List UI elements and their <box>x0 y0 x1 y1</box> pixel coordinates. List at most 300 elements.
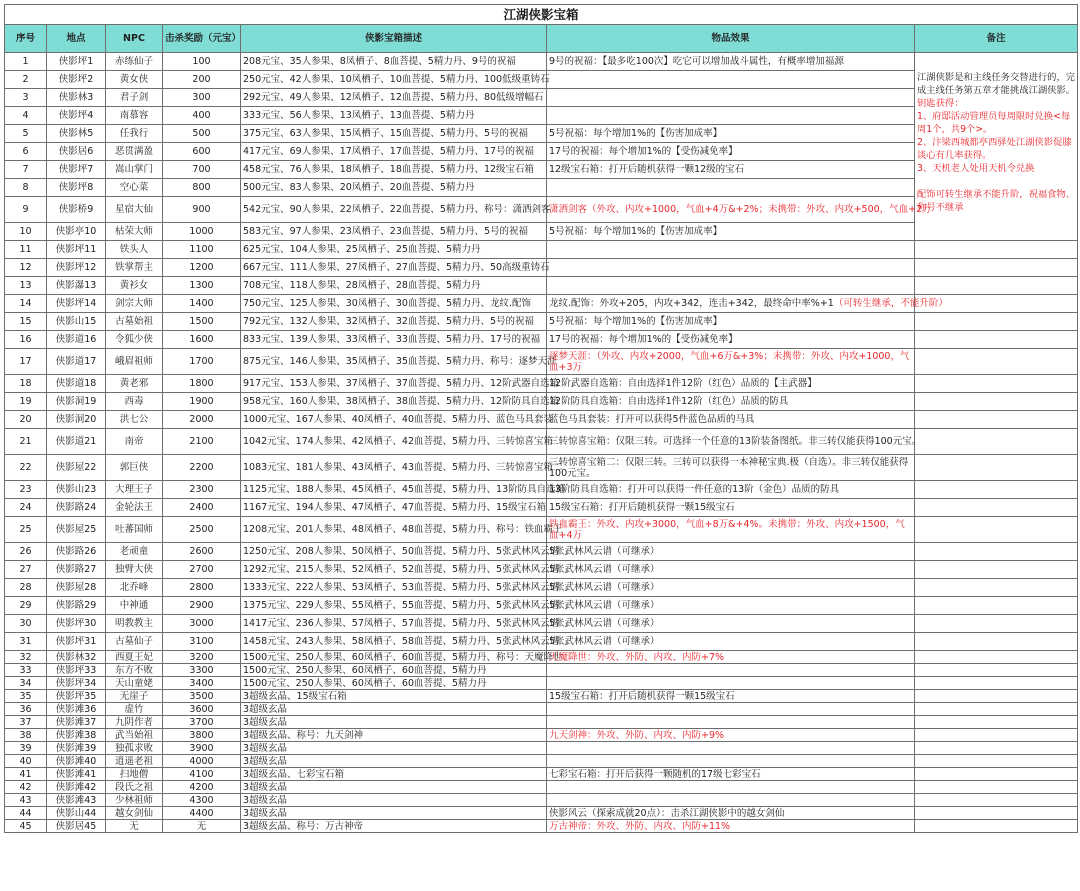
cell-index[interactable]: 3 <box>5 89 47 107</box>
cell-reward[interactable]: 200 <box>163 71 241 89</box>
cell-remark[interactable] <box>915 781 1078 794</box>
cell-effect[interactable] <box>547 259 915 277</box>
cell-effect[interactable] <box>547 807 915 820</box>
cell-reward[interactable]: 1000 <box>163 223 241 241</box>
cell-reward[interactable]: 300 <box>163 89 241 107</box>
cell-reward[interactable]: 500 <box>163 125 241 143</box>
cell-effect[interactable] <box>547 768 915 781</box>
cell-location[interactable]: 侠影屋22 <box>47 455 106 481</box>
cell-location[interactable]: 侠影路24 <box>47 499 106 517</box>
cell-remark[interactable] <box>915 677 1078 690</box>
cell-remark[interactable] <box>915 742 1078 755</box>
cell-remark[interactable] <box>915 411 1078 429</box>
cell-location[interactable]: 侠影坪8 <box>47 179 106 197</box>
cell-index[interactable]: 23 <box>5 481 47 499</box>
cell-npc[interactable]: 虚竹 <box>106 703 163 716</box>
cell-effect[interactable] <box>547 223 915 241</box>
cell-remark[interactable] <box>915 651 1078 664</box>
cell-remark[interactable] <box>915 820 1078 833</box>
cell-npc[interactable]: 君子剑 <box>106 89 163 107</box>
cell-index[interactable]: 30 <box>5 615 47 633</box>
cell-npc[interactable]: 北乔峰 <box>106 579 163 597</box>
cell-effect[interactable] <box>547 481 915 499</box>
cell-location[interactable]: 侠影道18 <box>47 375 106 393</box>
cell-location[interactable]: 侠影瀑13 <box>47 277 106 295</box>
cell-description[interactable]: 875元宝、146人参果、35凤栖子、35血菩提、5精力丹、称号：逐梦天涯 <box>241 349 547 375</box>
cell-location[interactable]: 侠影路26 <box>47 543 106 561</box>
cell-npc[interactable]: 古墓仙子 <box>106 633 163 651</box>
cell-description[interactable]: 3超级玄晶 <box>241 703 547 716</box>
cell-npc[interactable]: 任我行 <box>106 125 163 143</box>
cell-reward[interactable]: 3800 <box>163 729 241 742</box>
cell-location[interactable]: 侠影山44 <box>47 807 106 820</box>
cell-npc[interactable]: 明教教主 <box>106 615 163 633</box>
cell-reward[interactable]: 1400 <box>163 295 241 313</box>
cell-reward[interactable]: 700 <box>163 161 241 179</box>
cell-index[interactable]: 17 <box>5 349 47 375</box>
cell-description[interactable]: 3超级玄晶、称号：万古神帝 <box>241 820 547 833</box>
cell-index[interactable]: 13 <box>5 277 47 295</box>
cell-description[interactable]: 3超级玄晶、15级宝石箱 <box>241 690 547 703</box>
cell-location[interactable]: 侠影滩41 <box>47 768 106 781</box>
cell-effect[interactable] <box>547 690 915 703</box>
cell-remark[interactable] <box>915 768 1078 781</box>
cell-remark[interactable] <box>915 664 1078 677</box>
cell-reward[interactable]: 3300 <box>163 664 241 677</box>
cell-description[interactable]: 458元宝、76人参果、18凤栖子、18血菩提、5精力丹、12级宝石箱 <box>241 161 547 179</box>
cell-location[interactable]: 侠影坪11 <box>47 241 106 259</box>
cell-effect[interactable] <box>547 53 915 71</box>
cell-location[interactable]: 侠影滩39 <box>47 742 106 755</box>
cell-remark[interactable] <box>915 794 1078 807</box>
cell-reward[interactable]: 400 <box>163 107 241 125</box>
cell-reward[interactable]: 1100 <box>163 241 241 259</box>
cell-effect[interactable] <box>547 143 915 161</box>
cell-description[interactable]: 417元宝、69人参果、17凤栖子、17血菩提、5精力丹、17号的祝福 <box>241 143 547 161</box>
cell-reward[interactable]: 3500 <box>163 690 241 703</box>
cell-description[interactable]: 625元宝、104人参果、25凤栖子、25血菩提、5精力丹 <box>241 241 547 259</box>
cell-location[interactable]: 侠影坪2 <box>47 71 106 89</box>
cell-description[interactable]: 3超级玄晶 <box>241 755 547 768</box>
cell-index[interactable]: 9 <box>5 197 47 223</box>
cell-location[interactable]: 侠影坪33 <box>47 664 106 677</box>
cell-remark[interactable] <box>915 579 1078 597</box>
cell-description[interactable]: 1208元宝、201人参果、48凤栖子、48血菩提、5精力丹、称号：铁血霸王 <box>241 517 547 543</box>
cell-reward[interactable]: 2900 <box>163 597 241 615</box>
cell-effect[interactable] <box>547 729 915 742</box>
cell-index[interactable]: 25 <box>5 517 47 543</box>
cell-location[interactable]: 侠影洞19 <box>47 393 106 411</box>
cell-reward[interactable]: 4100 <box>163 768 241 781</box>
cell-location[interactable]: 侠影坪12 <box>47 259 106 277</box>
cell-reward[interactable]: 2600 <box>163 543 241 561</box>
cell-location[interactable]: 侠影亭10 <box>47 223 106 241</box>
cell-index[interactable]: 19 <box>5 393 47 411</box>
cell-effect[interactable] <box>547 499 915 517</box>
cell-index[interactable]: 11 <box>5 241 47 259</box>
cell-npc[interactable]: 南慕容 <box>106 107 163 125</box>
cell-location[interactable]: 侠影滩36 <box>47 703 106 716</box>
cell-index[interactable]: 39 <box>5 742 47 755</box>
cell-npc[interactable]: 九阴作者 <box>106 716 163 729</box>
cell-location[interactable]: 侠影坪30 <box>47 615 106 633</box>
cell-index[interactable]: 22 <box>5 455 47 481</box>
cell-effect[interactable] <box>547 579 915 597</box>
cell-effect[interactable] <box>547 742 915 755</box>
cell-npc[interactable]: 空心菜 <box>106 179 163 197</box>
cell-description[interactable]: 1375元宝、229人参果、55凤栖子、55血菩提、5精力丹、5张武林风云谱 <box>241 597 547 615</box>
cell-npc[interactable]: 洪七公 <box>106 411 163 429</box>
cell-effect[interactable] <box>547 179 915 197</box>
cell-npc[interactable]: 老顽童 <box>106 543 163 561</box>
cell-index[interactable]: 4 <box>5 107 47 125</box>
cell-location[interactable]: 侠影林5 <box>47 125 106 143</box>
cell-location[interactable]: 侠影道21 <box>47 429 106 455</box>
cell-effect[interactable] <box>547 716 915 729</box>
cell-reward[interactable]: 3600 <box>163 703 241 716</box>
cell-description[interactable]: 1042元宝、174人参果、42凤栖子、42血菩提、5精力丹、三转惊喜宝箱 <box>241 429 547 455</box>
cell-description[interactable]: 1458元宝、243人参果、58凤栖子、58血菩提、5精力丹、5张武林风云谱 <box>241 633 547 651</box>
cell-description[interactable]: 500元宝、83人参果、20凤栖子、20血菩提、5精力丹 <box>241 179 547 197</box>
cell-location[interactable]: 侠影路27 <box>47 561 106 579</box>
cell-npc[interactable]: 金轮法王 <box>106 499 163 517</box>
cell-reward[interactable]: 无 <box>163 820 241 833</box>
cell-location[interactable]: 侠影桥9 <box>47 197 106 223</box>
cell-npc[interactable]: 段氏之祖 <box>106 781 163 794</box>
cell-location[interactable]: 侠影滩43 <box>47 794 106 807</box>
cell-index[interactable]: 28 <box>5 579 47 597</box>
cell-index[interactable]: 7 <box>5 161 47 179</box>
cell-description[interactable]: 3超级玄晶 <box>241 742 547 755</box>
cell-description[interactable]: 833元宝、139人参果、33凤栖子、33血菩提、5精力丹、17号的祝福 <box>241 331 547 349</box>
cell-index[interactable]: 10 <box>5 223 47 241</box>
cell-location[interactable]: 侠影滩40 <box>47 755 106 768</box>
cell-index[interactable]: 6 <box>5 143 47 161</box>
cell-index[interactable]: 34 <box>5 677 47 690</box>
cell-effect[interactable] <box>547 755 915 768</box>
cell-effect[interactable] <box>547 161 915 179</box>
cell-reward[interactable]: 3100 <box>163 633 241 651</box>
cell-effect[interactable] <box>547 277 915 295</box>
cell-index[interactable]: 18 <box>5 375 47 393</box>
cell-npc[interactable]: 大理王子 <box>106 481 163 499</box>
cell-npc[interactable]: 令狐少侠 <box>106 331 163 349</box>
cell-index[interactable]: 38 <box>5 729 47 742</box>
remark-cell[interactable] <box>915 53 1078 241</box>
cell-reward[interactable]: 1600 <box>163 331 241 349</box>
cell-remark[interactable] <box>915 313 1078 331</box>
cell-description[interactable]: 792元宝、132人参果、32凤栖子、32血菩提、5精力丹、5号的祝福 <box>241 313 547 331</box>
cell-description[interactable]: 1500元宝、250人参果、60凤栖子、60血菩提、5精力丹、称号：天魔降世 <box>241 651 547 664</box>
cell-index[interactable]: 45 <box>5 820 47 833</box>
cell-description[interactable]: 1500元宝、250人参果、60凤栖子、60血菩提、5精力丹 <box>241 664 547 677</box>
cell-reward[interactable]: 2100 <box>163 429 241 455</box>
cell-reward[interactable]: 4400 <box>163 807 241 820</box>
cell-reward[interactable]: 2300 <box>163 481 241 499</box>
cell-location[interactable]: 侠影路29 <box>47 597 106 615</box>
cell-index[interactable]: 24 <box>5 499 47 517</box>
cell-location[interactable]: 侠影坪14 <box>47 295 106 313</box>
cell-remark[interactable] <box>915 690 1078 703</box>
cell-remark[interactable] <box>915 259 1078 277</box>
cell-effect[interactable] <box>547 125 915 143</box>
cell-description[interactable]: 3超级玄晶 <box>241 807 547 820</box>
cell-reward[interactable]: 900 <box>163 197 241 223</box>
cell-npc[interactable]: 枯荣大师 <box>106 223 163 241</box>
cell-effect[interactable] <box>547 561 915 579</box>
cell-index[interactable]: 14 <box>5 295 47 313</box>
cell-reward[interactable]: 2500 <box>163 517 241 543</box>
cell-description[interactable]: 1083元宝、181人参果、43凤栖子、43血菩提、5精力丹、三转惊喜宝箱二 <box>241 455 547 481</box>
cell-description[interactable]: 3超级玄晶 <box>241 716 547 729</box>
cell-effect[interactable] <box>547 241 915 259</box>
cell-npc[interactable]: 东方不败 <box>106 664 163 677</box>
cell-location[interactable]: 侠影山23 <box>47 481 106 499</box>
cell-effect[interactable] <box>547 313 915 331</box>
cell-index[interactable]: 44 <box>5 807 47 820</box>
cell-remark[interactable] <box>915 633 1078 651</box>
cell-npc[interactable]: 铁掌帮主 <box>106 259 163 277</box>
cell-npc[interactable]: 嵩山掌门 <box>106 161 163 179</box>
cell-npc[interactable]: 逍遥老祖 <box>106 755 163 768</box>
cell-remark[interactable] <box>915 331 1078 349</box>
cell-location[interactable]: 侠影林3 <box>47 89 106 107</box>
cell-index[interactable]: 16 <box>5 331 47 349</box>
cell-remark[interactable] <box>915 755 1078 768</box>
cell-description[interactable]: 375元宝、63人参果、15凤栖子、15血菩提、5精力丹、5号的祝福 <box>241 125 547 143</box>
cell-reward[interactable]: 1700 <box>163 349 241 375</box>
cell-effect[interactable] <box>547 375 915 393</box>
cell-effect[interactable] <box>547 331 915 349</box>
cell-index[interactable]: 5 <box>5 125 47 143</box>
cell-description[interactable]: 542元宝、90人参果、22凤栖子、22血菩提、5精力丹、称号：潇洒剑客 <box>241 197 547 223</box>
cell-remark[interactable] <box>915 481 1078 499</box>
cell-npc[interactable]: 星宿大仙 <box>106 197 163 223</box>
cell-npc[interactable]: 越女剑仙 <box>106 807 163 820</box>
cell-description[interactable]: 208元宝、35人参果、8凤栖子、8血菩提、5精力丹、9号的祝福 <box>241 53 547 71</box>
cell-reward[interactable]: 2700 <box>163 561 241 579</box>
cell-npc[interactable]: 吐蕃国师 <box>106 517 163 543</box>
cell-npc[interactable]: 黄衫女 <box>106 277 163 295</box>
cell-effect[interactable] <box>547 664 915 677</box>
cell-remark[interactable] <box>915 615 1078 633</box>
cell-reward[interactable]: 2400 <box>163 499 241 517</box>
cell-effect[interactable] <box>547 820 915 833</box>
cell-location[interactable]: 侠影滩37 <box>47 716 106 729</box>
cell-reward[interactable]: 3700 <box>163 716 241 729</box>
cell-npc[interactable]: 扫地僧 <box>106 768 163 781</box>
cell-npc[interactable]: 黄女侠 <box>106 71 163 89</box>
cell-description[interactable]: 1125元宝、188人参果、45凤栖子、45血菩提、5精力丹、13阶防具自选箱 <box>241 481 547 499</box>
cell-index[interactable]: 21 <box>5 429 47 455</box>
cell-remark[interactable] <box>915 455 1078 481</box>
cell-npc[interactable]: 天山童姥 <box>106 677 163 690</box>
cell-npc[interactable]: 中神通 <box>106 597 163 615</box>
cell-npc[interactable]: 黄老邪 <box>106 375 163 393</box>
cell-description[interactable]: 3超级玄晶、称号：九天剑神 <box>241 729 547 742</box>
cell-index[interactable]: 35 <box>5 690 47 703</box>
cell-npc[interactable]: 无崖子 <box>106 690 163 703</box>
cell-effect[interactable] <box>547 633 915 651</box>
cell-description[interactable]: 917元宝、153人参果、37凤栖子、37血菩提、5精力丹、12阶武器自选箱 <box>241 375 547 393</box>
cell-index[interactable]: 15 <box>5 313 47 331</box>
cell-npc[interactable]: 赤练仙子 <box>106 53 163 71</box>
cell-index[interactable]: 42 <box>5 781 47 794</box>
cell-index[interactable]: 27 <box>5 561 47 579</box>
cell-remark[interactable] <box>915 499 1078 517</box>
cell-npc[interactable]: 独臂大侠 <box>106 561 163 579</box>
cell-location[interactable]: 侠影屋25 <box>47 517 106 543</box>
cell-reward[interactable]: 1200 <box>163 259 241 277</box>
cell-location[interactable]: 侠影居45 <box>47 820 106 833</box>
cell-effect[interactable] <box>547 794 915 807</box>
cell-description[interactable]: 667元宝、111人参果、27凤栖子、27血菩提、5精力丹、50高级重铸石 <box>241 259 547 277</box>
cell-index[interactable]: 26 <box>5 543 47 561</box>
cell-remark[interactable] <box>915 349 1078 375</box>
cell-npc[interactable]: 古墓始祖 <box>106 313 163 331</box>
cell-description[interactable]: 250元宝、42人参果、10凤栖子、10血菩提、5精力丹、100低级重铸石 <box>241 71 547 89</box>
cell-effect[interactable] <box>547 429 922 455</box>
cell-npc[interactable]: 武当始祖 <box>106 729 163 742</box>
cell-effect[interactable] <box>547 349 915 375</box>
cell-location[interactable]: 侠影山15 <box>47 313 106 331</box>
cell-index[interactable]: 32 <box>5 651 47 664</box>
cell-effect[interactable] <box>547 651 915 664</box>
cell-effect[interactable] <box>547 411 915 429</box>
cell-reward[interactable]: 4200 <box>163 781 241 794</box>
cell-reward[interactable]: 2200 <box>163 455 241 481</box>
cell-remark[interactable] <box>915 729 1078 742</box>
cell-effect[interactable] <box>547 543 915 561</box>
cell-effect[interactable] <box>547 197 932 223</box>
cell-description[interactable]: 958元宝、160人参果、38凤栖子、38血菩提、5精力丹、12阶防具自选箱 <box>241 393 547 411</box>
cell-remark[interactable] <box>915 543 1078 561</box>
cell-remark[interactable] <box>915 807 1078 820</box>
cell-remark[interactable] <box>915 716 1078 729</box>
cell-location[interactable]: 侠影坪35 <box>47 690 106 703</box>
cell-description[interactable]: 750元宝、125人参果、30凤栖子、30血菩提、5精力丹、龙纹.配饰 <box>241 295 547 313</box>
cell-remark[interactable] <box>915 393 1078 411</box>
cell-remark[interactable] <box>915 517 1078 543</box>
cell-effect[interactable] <box>547 517 915 543</box>
cell-reward[interactable]: 3200 <box>163 651 241 664</box>
cell-location[interactable]: 侠影洞20 <box>47 411 106 429</box>
cell-description[interactable]: 1417元宝、236人参果、57凤栖子、57血菩提、5精力丹、5张武林风云谱 <box>241 615 547 633</box>
cell-index[interactable]: 40 <box>5 755 47 768</box>
cell-description[interactable]: 292元宝、49人参果、12凤栖子、12血菩提、5精力丹、80低级增幅石 <box>241 89 547 107</box>
cell-index[interactable]: 2 <box>5 71 47 89</box>
cell-description[interactable]: 1292元宝、215人参果、52凤栖子、52血菩提、5精力丹、5张武林风云谱 <box>241 561 547 579</box>
cell-reward[interactable]: 3400 <box>163 677 241 690</box>
cell-effect[interactable] <box>547 455 915 481</box>
cell-npc[interactable]: 峨眉祖师 <box>106 349 163 375</box>
cell-npc[interactable]: 南帝 <box>106 429 163 455</box>
cell-npc[interactable]: 西毒 <box>106 393 163 411</box>
cell-description[interactable]: 1167元宝、194人参果、47凤栖子、47血菩提、5精力丹、15级宝石箱 <box>241 499 547 517</box>
cell-location[interactable]: 侠影林32 <box>47 651 106 664</box>
cell-npc[interactable]: 剑宗大师 <box>106 295 163 313</box>
cell-location[interactable]: 侠影坪7 <box>47 161 106 179</box>
cell-description[interactable]: 3超级玄晶、七彩宝石箱 <box>241 768 547 781</box>
cell-index[interactable]: 33 <box>5 664 47 677</box>
cell-remark[interactable] <box>915 703 1078 716</box>
cell-index[interactable]: 20 <box>5 411 47 429</box>
cell-index[interactable]: 8 <box>5 179 47 197</box>
cell-index[interactable]: 12 <box>5 259 47 277</box>
cell-description[interactable]: 3超级玄晶 <box>241 781 547 794</box>
cell-reward[interactable]: 100 <box>163 53 241 71</box>
cell-reward[interactable]: 800 <box>163 179 241 197</box>
cell-location[interactable]: 侠影屋28 <box>47 579 106 597</box>
cell-description[interactable]: 1500元宝、250人参果、60凤栖子、60血菩提、5精力丹 <box>241 677 547 690</box>
cell-effect[interactable] <box>547 107 915 125</box>
cell-index[interactable]: 36 <box>5 703 47 716</box>
cell-reward[interactable]: 2000 <box>163 411 241 429</box>
cell-remark[interactable] <box>915 561 1078 579</box>
cell-reward[interactable]: 3900 <box>163 742 241 755</box>
cell-reward[interactable]: 1800 <box>163 375 241 393</box>
cell-effect[interactable] <box>547 703 915 716</box>
cell-npc[interactable]: 少林祖师 <box>106 794 163 807</box>
cell-remark[interactable] <box>915 597 1078 615</box>
cell-npc[interactable]: 独孤求败 <box>106 742 163 755</box>
cell-reward[interactable]: 4300 <box>163 794 241 807</box>
cell-reward[interactable]: 1900 <box>163 393 241 411</box>
cell-description[interactable]: 3超级玄晶 <box>241 794 547 807</box>
cell-effect[interactable] <box>547 393 915 411</box>
cell-effect[interactable] <box>547 89 915 107</box>
cell-effect[interactable] <box>547 597 915 615</box>
cell-description[interactable]: 333元宝、56人参果、13凤栖子、13血菩提、5精力丹 <box>241 107 547 125</box>
cell-index[interactable]: 29 <box>5 597 47 615</box>
cell-remark[interactable] <box>915 375 1078 393</box>
cell-effect[interactable] <box>547 295 948 313</box>
cell-location[interactable]: 侠影居6 <box>47 143 106 161</box>
cell-location[interactable]: 侠影坪1 <box>47 53 106 71</box>
cell-reward[interactable]: 1300 <box>163 277 241 295</box>
cell-remark[interactable] <box>915 429 1078 455</box>
cell-remark[interactable] <box>915 277 1078 295</box>
cell-npc[interactable]: 郭巨侠 <box>106 455 163 481</box>
cell-effect[interactable] <box>547 781 915 794</box>
cell-description[interactable]: 1000元宝、167人参果、40凤栖子、40血菩提、5精力丹、蓝色马具套装 <box>241 411 547 429</box>
cell-npc[interactable]: 西夏王妃 <box>106 651 163 664</box>
cell-location[interactable]: 侠影滩38 <box>47 729 106 742</box>
cell-npc[interactable]: 无 <box>106 820 163 833</box>
cell-effect[interactable] <box>547 71 915 89</box>
cell-description[interactable]: 708元宝、118人参果、28凤栖子、28血菩提、5精力丹 <box>241 277 547 295</box>
cell-index[interactable]: 1 <box>5 53 47 71</box>
cell-index[interactable]: 31 <box>5 633 47 651</box>
cell-location[interactable]: 侠影道17 <box>47 349 106 375</box>
cell-description[interactable]: 1250元宝、208人参果、50凤栖子、50血菩提、5精力丹、5张武林风云谱 <box>241 543 547 561</box>
cell-reward[interactable]: 2800 <box>163 579 241 597</box>
cell-index[interactable]: 41 <box>5 768 47 781</box>
cell-location[interactable]: 侠影道16 <box>47 331 106 349</box>
cell-location[interactable]: 侠影坪34 <box>47 677 106 690</box>
cell-location[interactable]: 侠影滩42 <box>47 781 106 794</box>
cell-reward[interactable]: 600 <box>163 143 241 161</box>
cell-index[interactable]: 37 <box>5 716 47 729</box>
cell-location[interactable]: 侠影坪31 <box>47 633 106 651</box>
cell-description[interactable]: 1333元宝、222人参果、53凤栖子、53血菩提、5精力丹、5张武林风云谱 <box>241 579 547 597</box>
cell-effect[interactable] <box>547 615 915 633</box>
cell-effect[interactable] <box>547 677 915 690</box>
cell-reward[interactable]: 1500 <box>163 313 241 331</box>
cell-description[interactable]: 583元宝、97人参果、23凤栖子、23血菩提、5精力丹、5号的祝福 <box>241 223 547 241</box>
cell-remark[interactable] <box>915 241 1078 259</box>
cell-location[interactable]: 侠影坪4 <box>47 107 106 125</box>
